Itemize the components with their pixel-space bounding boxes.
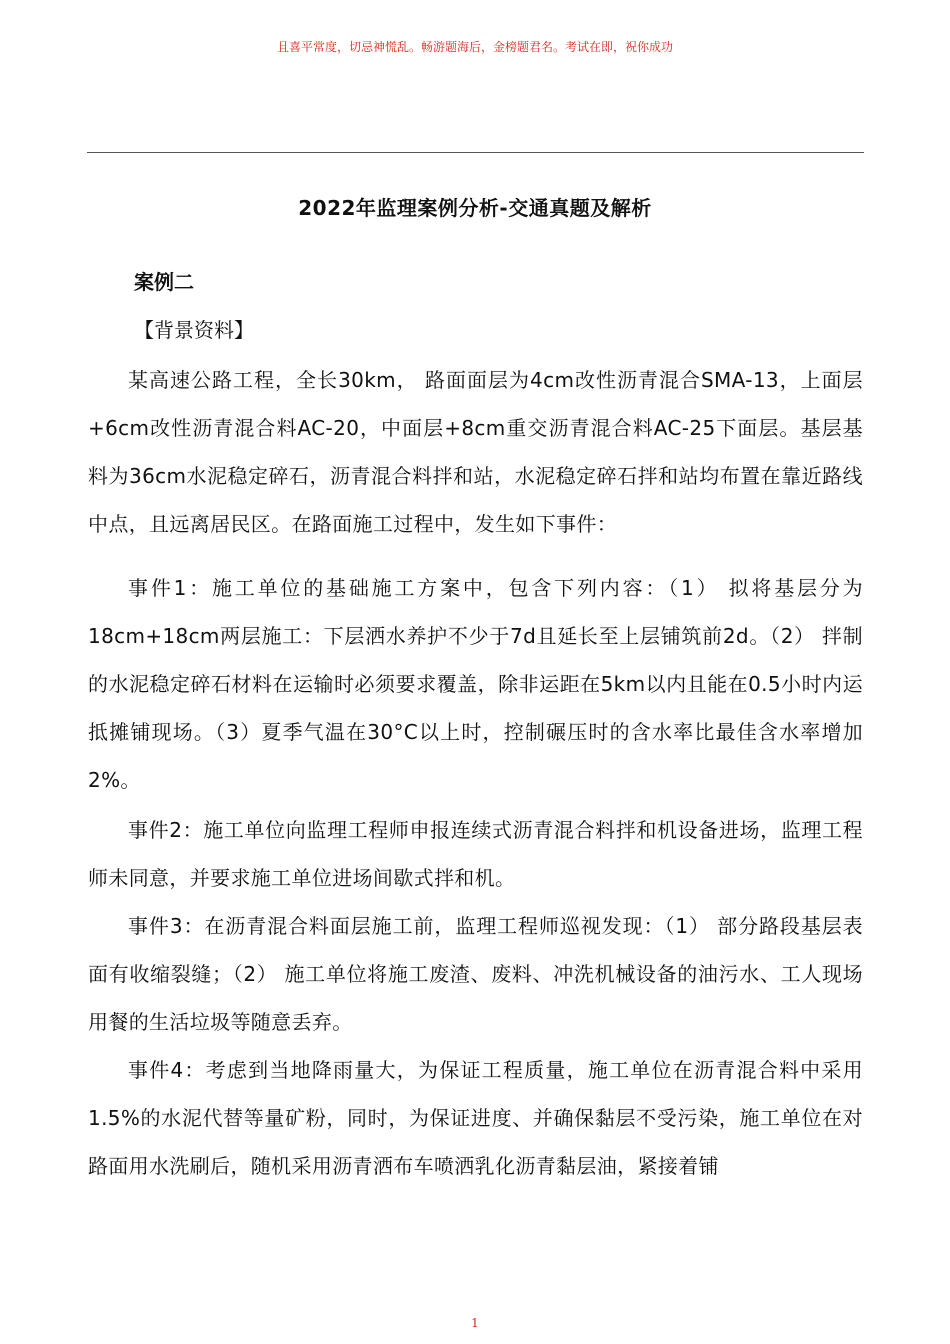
paragraph-event-1: 事件1：施工单位的基础施工方案中，包含下列内容：（1） 拟将基层分为18cm+18cm两层施工：下层洒水养护不少于7d且延长至上层铺筑前2d。（2） 拌制的水泥稳定碎石材料在运输时必须要求覆盖，除非运距在5km以内且能在0.5小时内运抵摊铺现场。（3）夏季气温在30°C以上时，控制碾压时的含水率比最佳含水率增加2%。 (88, 576, 863, 792)
paragraph-background: 某高速公路工程，全长30km， 路面面层为4cm改性沥青混合SMA-13，上面层+6cm改性沥青混合料AC-20，中面层+8cm重交沥青混合料AC-25下面层。基层基料为36cm水泥稳定碎石，沥青混合料拌和站，水泥稳定碎石拌和站均布置在靠近路线中点，且远离居民区。在路面施工过程中，发生如下事件： (88, 368, 863, 536)
paragraph-event-2: 事件2：施工单位向监理工程师申报连续式沥青混合料拌和机设备进场，监理工程师未同意，并要求施工单位进场间歇式拌和机。 (88, 818, 863, 890)
header-divider (87, 152, 864, 153)
document-title: 2022年监理案例分析-交通真题及解析 (298, 196, 652, 220)
case-heading: 案例二 (134, 270, 194, 294)
paragraph-event-4: 事件4：考虑到当地降雨量大，为保证工程质量，施工单位在沥青混合料中采用1.5%的水泥代替等量矿粉，同时，为保证进度、并确保黏层不受污染，施工单位在对路面用水洗刷后，随机采用沥青洒布车喷洒乳化沥青黏层油，紧接着铺 (88, 1058, 863, 1178)
page-number: 1 (471, 1316, 479, 1330)
background-heading: 【背景资料】 (134, 318, 254, 342)
paragraph-event-3: 事件3：在沥青混合料面层施工前，监理工程师巡视发现：（1） 部分路段基层表面有收缩裂缝；（2） 施工单位将施工废渣、废料、冲洗机械设备的油污水、工人现场用餐的生活垃圾等随意丢弃。 (88, 914, 863, 1034)
header-motto: 且喜平常度，切忌神慌乱。畅游题海后，金榜题君名。考试在即，祝你成功 (276, 40, 673, 54)
